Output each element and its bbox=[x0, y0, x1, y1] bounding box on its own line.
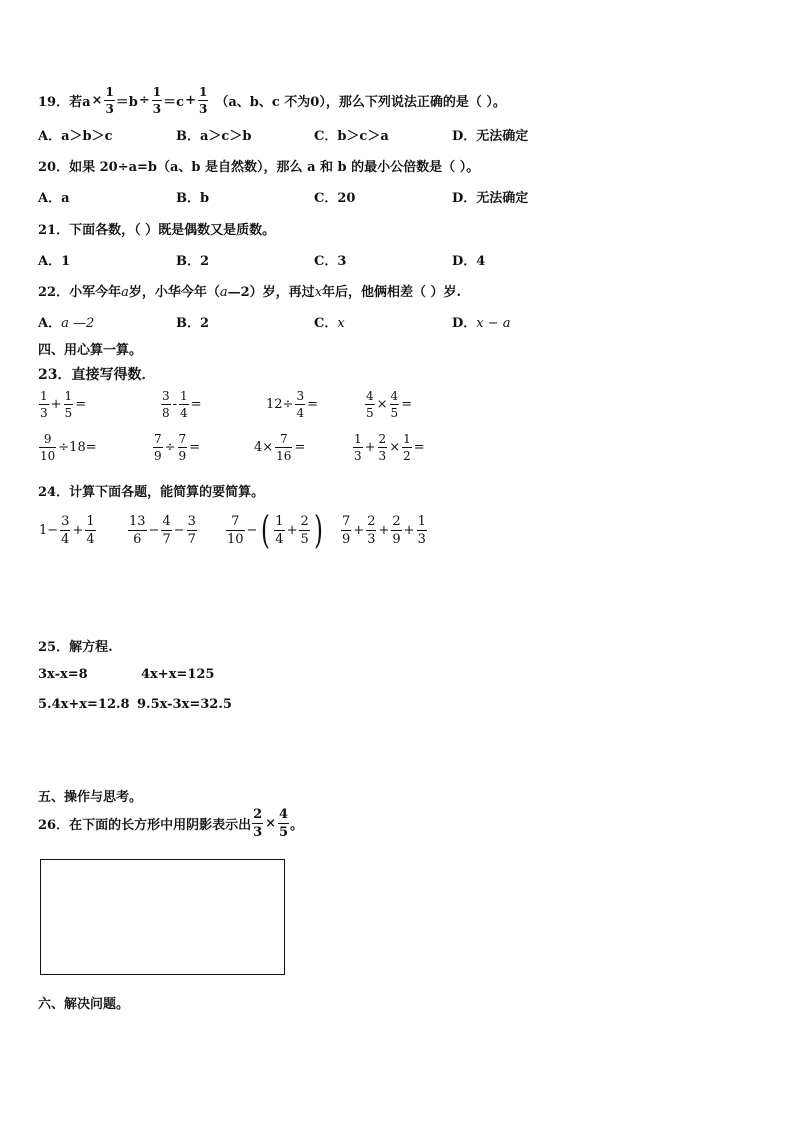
q21-option-a[interactable]: A．1 bbox=[38, 254, 71, 269]
q24-title: 24．计算下面各题，能简算的要简算。 bbox=[38, 485, 265, 500]
q19-fraction-1: $\frac{1}{3}$ bbox=[105, 85, 114, 116]
q23-expr-8: $\frac{1}{3}$ + $\frac{2}{3}$ × $\frac{1}{2}$ = bbox=[354, 432, 425, 463]
q23-expr-1: $\frac{1}{3}$ + $\frac{1}{5}$ = bbox=[40, 389, 87, 420]
q23-title: 23．直接写得数． bbox=[38, 367, 156, 383]
q20-option-b[interactable]: B．b bbox=[176, 191, 210, 206]
q19-option-b[interactable]: B．a＞c＞b bbox=[176, 129, 252, 144]
q23-expr-6: $\frac{7}{9}$ ÷ $\frac{7}{9}$ = bbox=[154, 432, 201, 463]
q19-fraction-2: $\frac{1}{3}$ bbox=[152, 85, 162, 116]
q22-option-c[interactable]: C．x bbox=[314, 316, 345, 331]
q20-option-d[interactable]: D．无法确定 bbox=[452, 191, 529, 206]
q24-expr-3: $\frac{7}{10}$ − ( $\frac{1}{4}$ + $\frac{2}{5}$ ) bbox=[227, 508, 323, 552]
q23-expr-4: $\frac{4}{5}$ × $\frac{4}{5}$ = bbox=[366, 389, 413, 420]
q25-title: 25．解方程. bbox=[38, 640, 113, 655]
q21-option-b[interactable]: B．2 bbox=[176, 254, 210, 269]
q24-expr-4: $\frac{7}{9}$ + $\frac{2}{3}$ + $\frac{2}{9}$ + $\frac{1}{3}$ bbox=[342, 514, 426, 547]
q21-option-d[interactable]: D．4 bbox=[452, 254, 486, 269]
section-4-heading: 四、用心算一算。 bbox=[38, 343, 143, 358]
q21-option-c[interactable]: C．3 bbox=[314, 254, 347, 269]
q19-option-c[interactable]: C．b＞c＞a bbox=[314, 129, 389, 144]
q22-stem: 22．小军今年a岁，小华今年（a—2）岁，再过x年后，他俩相差（ ）岁. bbox=[38, 285, 462, 300]
q26-stem: 26．在下面的长方形中用阴影表示出 $\frac{2}{3}$ × $\frac{4}{5}$ 。 bbox=[38, 807, 304, 840]
q24-expr-2: $\frac{13}{6}$ − $\frac{4}{7}$ − $\frac{3}{7}$ bbox=[129, 514, 196, 547]
q23-expr-2: $\frac{3}{8}$ - $\frac{1}{4}$ = bbox=[162, 389, 202, 420]
q22-option-b[interactable]: B．2 bbox=[176, 316, 210, 331]
q25-equation-4: 9.5x-3x=32.5 bbox=[137, 697, 232, 712]
q23-expr-3: 12÷ $\frac{3}{4}$ = bbox=[266, 389, 318, 420]
q22-option-d[interactable]: D．x − a bbox=[452, 316, 511, 331]
q25-equation-2: 4x+x=125 bbox=[141, 667, 215, 682]
q19-option-a[interactable]: A．a＞b＞c bbox=[38, 129, 113, 144]
section-5-heading: 五、操作与思考。 bbox=[38, 790, 143, 805]
q24-expr-1: 1− $\frac{3}{4}$ + $\frac{1}{4}$ bbox=[39, 514, 95, 547]
shading-rectangle[interactable] bbox=[40, 859, 285, 975]
q20-option-c[interactable]: C．20 bbox=[314, 191, 356, 206]
q25-equation-1: 3x-x=8 bbox=[38, 667, 88, 682]
q23-expr-5: $\frac{9}{10}$ ÷18= bbox=[40, 432, 97, 463]
q19-fraction-3: $\frac{1}{3}$ bbox=[198, 85, 208, 116]
q25-equation-3: 5.4x+x=12.8 bbox=[38, 697, 130, 712]
q19-stem: 19． 若a × $\frac{1}{3}$ ＝b ÷ $\frac{1}{3}$ ＝c + $\frac{1}{3}$ （a、b、c 不为0），那么下列说法正确的是（ ）。 bbox=[38, 85, 506, 116]
q23-expr-7: 4× $\frac{7}{16}$ = bbox=[254, 432, 306, 463]
section-6-heading: 六、解决问题。 bbox=[38, 997, 130, 1012]
q20-stem: 20．如果 20÷a=b（a、b 是自然数），那么 a 和 b 的最小公倍数是（ ）。 bbox=[38, 160, 480, 175]
q19-option-d[interactable]: D．无法确定 bbox=[452, 129, 529, 144]
q21-stem: 21．下面各数，（ ）既是偶数又是质数。 bbox=[38, 223, 276, 238]
q22-option-a[interactable]: A．a —2 bbox=[38, 316, 95, 331]
q20-option-a[interactable]: A．a bbox=[38, 191, 70, 206]
